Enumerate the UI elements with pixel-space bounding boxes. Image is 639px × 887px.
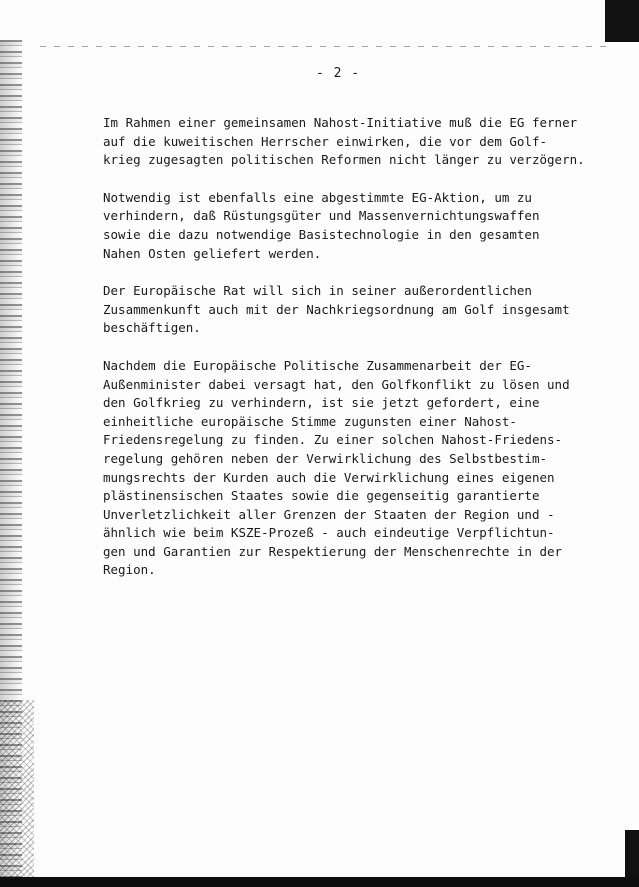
text-line: plästinensischen Staates sowie die gegenseitig garantierte [103, 488, 540, 504]
text-line: krieg zugesagten politischen Reformen nicht länger zu verzögern. [103, 152, 585, 168]
text-line: gen und Garantien zur Respektierung der Menschenrechte in der [103, 543, 563, 559]
text-line: Im Rahmen einer gemeinsamen Nahost-Initiative muß die EG ferner [103, 115, 578, 130]
scan-corner-artifact [605, 0, 639, 42]
text-line: Der Europäische Rat will sich in seiner außerordentlichen [103, 283, 532, 299]
text-line: einheitliche europäische Stimme zugunsten einer Nahost- [103, 413, 517, 429]
text-line: Außenminister dabei versagt hat, den Golfkonflikt zu lösen und [103, 376, 570, 392]
text-line: Notwendig ist ebenfalls eine abgestimmte EG-Aktion, um zu [103, 189, 532, 205]
text-line: sowie die dazu notwendige Basistechnologie in den gesamten [103, 226, 540, 242]
text-line: Zusammenkunft auch mit der Nachkriegsordnung am Golf insgesamt [103, 301, 570, 317]
paragraph-3 [103, 282, 573, 338]
text-line: Unverletzlichkeit aller Grenzen der Staaten der Region und - [103, 506, 555, 522]
paragraph-2 [103, 189, 573, 263]
body-text [103, 114, 585, 599]
paragraph-1 [103, 114, 585, 170]
scan-bottom-artifact [0, 877, 639, 887]
text-line: beschäftigen. [103, 320, 201, 336]
page-number: - 2 - [316, 66, 361, 81]
text-line: den Golfkrieg zu verhindern, ist sie jetzt gefordert, eine [103, 395, 540, 411]
text-line: verhindern, daß Rüstungsgüter und Massenvernichtungswaffen [103, 208, 540, 224]
text-line: Region. [103, 562, 156, 578]
text-line: ähnlich wie beim KSZE-Prozeß - auch eindeutige Verpflichtun- [103, 525, 555, 541]
scan-edge-artifact-lower [0, 700, 34, 887]
scan-top-line-artifact [40, 46, 610, 47]
text-line: Nahen Osten geliefert werden. [103, 245, 322, 261]
text-line: auf die kuweitischen Herrscher einwirken, die vor dem Golf- [103, 133, 548, 149]
text-line: regelung gehören neben der Verwirklichung des Selbstbestim- [103, 450, 548, 466]
text-line: mungsrechts der Kurden auch die Verwirklichung eines eigenen [103, 469, 555, 485]
text-line: Nachdem die Europäische Politische Zusammenarbeit der EG- [103, 357, 532, 373]
text-line: Friedensregelung zu finden. Zu einer solchen Nahost-Friedens- [103, 432, 563, 448]
paragraph-4 [103, 357, 573, 580]
